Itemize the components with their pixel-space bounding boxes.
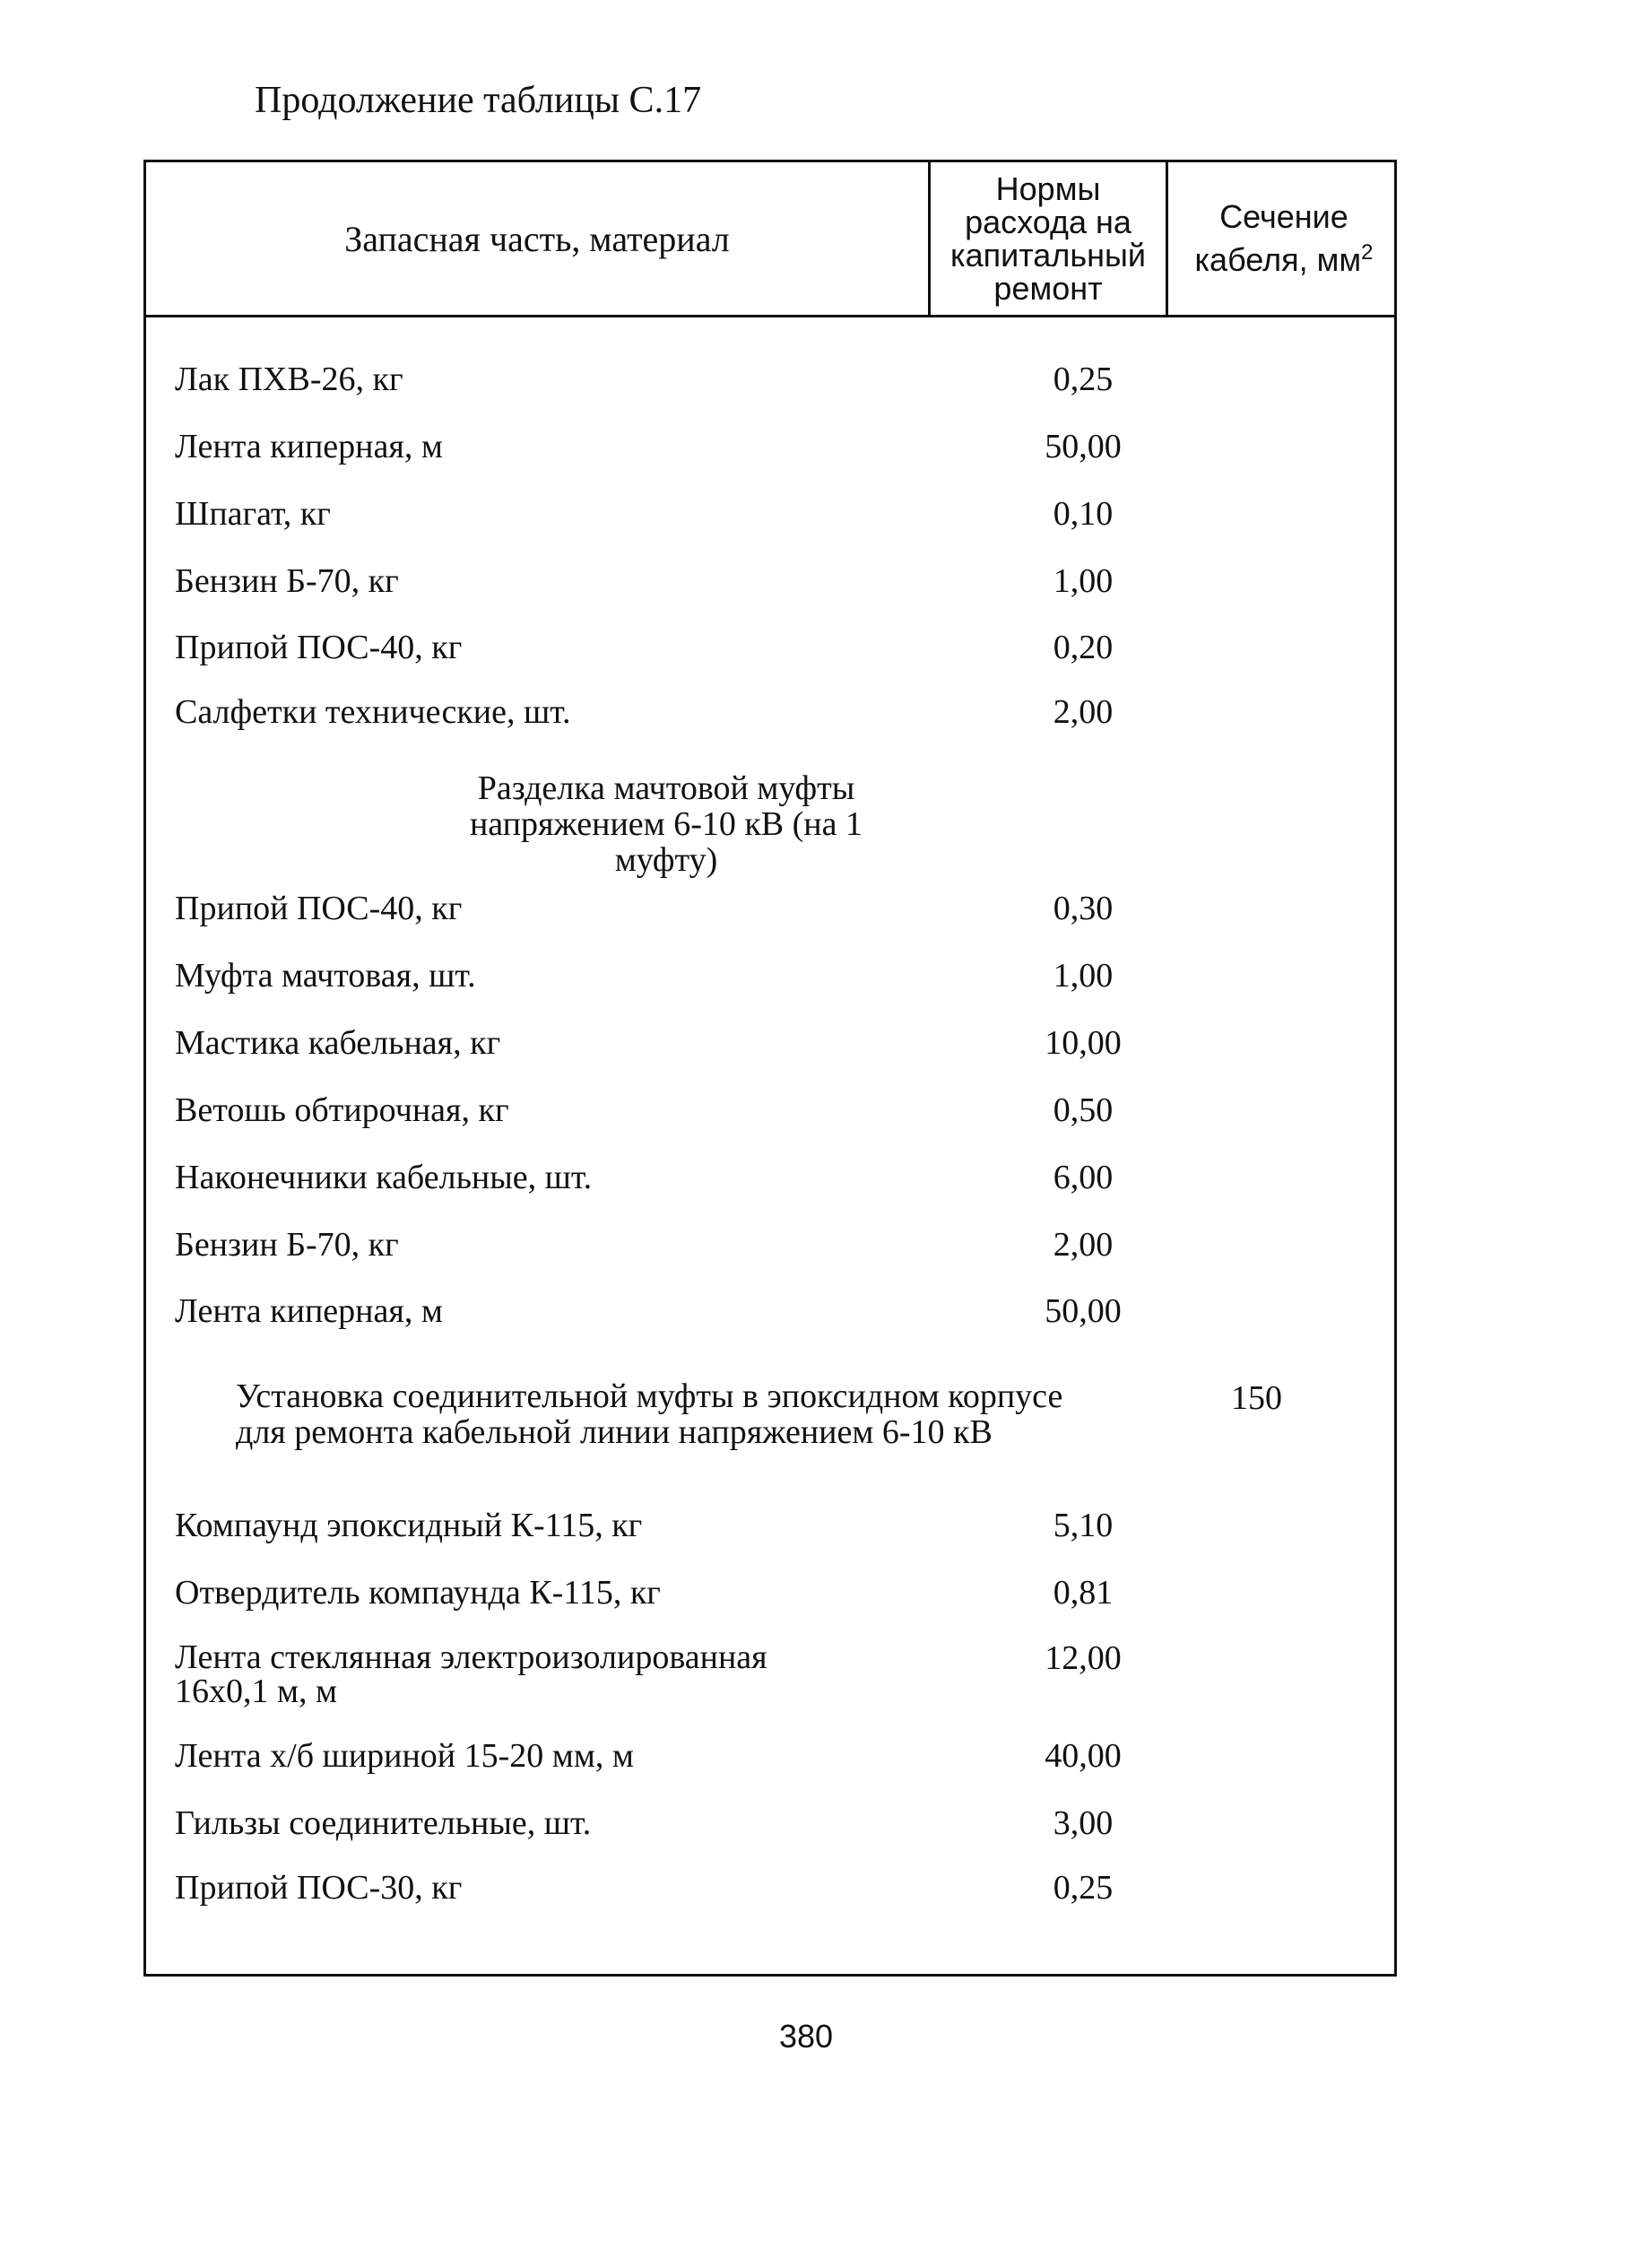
- row-norm: 5,10: [1053, 1507, 1114, 1544]
- row-norm: 0,25: [1053, 361, 1114, 398]
- table-row: [146, 1640, 1394, 1721]
- table-row: [146, 891, 1394, 941]
- row-material: Компаунд эпоксидный К-115, кг: [175, 1507, 643, 1544]
- header-norms-line1: Нормы: [995, 170, 1101, 207]
- header-norms-line3: капитальный: [950, 237, 1146, 274]
- row-material: Лента х/б шириной 15-20 мм, м: [175, 1737, 634, 1775]
- header-bottom-rule: [146, 315, 1394, 317]
- row-norm: 0,50: [1053, 1091, 1114, 1129]
- table-row: [146, 361, 1394, 412]
- row-material-line2: 16х0,1 м, м: [175, 1673, 338, 1710]
- row-material: [175, 1640, 767, 1708]
- table-row: [146, 1025, 1394, 1075]
- header-material-label: Запасная часть, материал: [344, 218, 730, 259]
- header-section-line1: Сечение: [1219, 198, 1348, 235]
- row-material: Бензин Б-70, кг: [175, 1226, 399, 1264]
- table-row: [146, 1293, 1394, 1343]
- row-norm: 50,00: [1045, 1292, 1122, 1330]
- section-title-mast-coupling: [415, 770, 917, 878]
- header-material: [146, 162, 928, 315]
- section-title-line2: для ремонта кабельной линии напряжением 6-10 кВ: [236, 1413, 993, 1451]
- row-material: Лента киперная, м: [175, 1292, 443, 1330]
- row-norm: 10,00: [1045, 1024, 1122, 1062]
- row-norm: 0,30: [1053, 890, 1114, 927]
- row-material: Отвердитель компаунда К-115, кг: [175, 1574, 661, 1612]
- row-norm: 2,00: [1053, 693, 1114, 731]
- row-material: Ветошь обтирочная, кг: [175, 1091, 509, 1129]
- header-section: [1168, 162, 1400, 315]
- table-row: [146, 1805, 1394, 1855]
- row-norm: 40,00: [1045, 1737, 1122, 1775]
- row-material: Шпагат, кг: [175, 495, 331, 533]
- row-material: Мастика кабельная, кг: [175, 1024, 501, 1062]
- table-row: [146, 496, 1394, 546]
- row-norm: 0,10: [1053, 495, 1114, 533]
- table-row: [146, 1160, 1394, 1210]
- row-norm: 0,20: [1053, 629, 1114, 666]
- section-title-line1: Разделка мачтовой муфты: [477, 769, 855, 807]
- table-row: [146, 1508, 1394, 1558]
- table-caption: Продолжение таблицы С.17: [255, 80, 702, 121]
- header-section-sup: 2: [1361, 240, 1374, 265]
- header-norms-line2: расхода на: [965, 204, 1131, 240]
- table-row: [146, 1575, 1394, 1625]
- table-row: [146, 563, 1394, 613]
- table-row: [146, 1227, 1394, 1277]
- row-material: Гильзы соединительные, шт.: [175, 1804, 592, 1842]
- section-title-line1: Установка соединительной муфты в эпоксидном корпусе: [236, 1377, 1063, 1415]
- row-material: Припой ПОС-40, кг: [175, 629, 463, 666]
- row-material: Припой ПОС-30, кг: [175, 1869, 463, 1907]
- section-title-epoxy-coupling: [200, 1378, 1168, 1450]
- table-row: [146, 1738, 1394, 1788]
- section-title-line2: напряжением 6-10 кВ (на 1 муфту): [469, 805, 863, 879]
- row-material: Салфетки технические, шт.: [175, 693, 571, 731]
- row-material: Лента киперная, м: [175, 428, 443, 465]
- row-norm: 6,00: [1053, 1159, 1114, 1196]
- row-norm: 12,00: [1045, 1639, 1122, 1677]
- row-material: Наконечники кабельные, шт.: [175, 1159, 593, 1196]
- row-norm: 1,00: [1053, 957, 1114, 995]
- table-row: [146, 1092, 1394, 1143]
- row-norm: 50,00: [1045, 428, 1122, 465]
- row-material: Муфта мачтовая, шт.: [175, 957, 476, 995]
- row-norm: 0,25: [1053, 1869, 1114, 1907]
- header-norms-line4: ремонт: [993, 270, 1103, 307]
- row-norm: 3,00: [1053, 1804, 1114, 1842]
- materials-table: [143, 160, 1397, 1977]
- row-material-line1: Лента стеклянная электроизолированная: [175, 1638, 767, 1676]
- row-material: Лак ПХВ-26, кг: [175, 361, 403, 398]
- table-row: [146, 1870, 1394, 1920]
- table-row: [146, 630, 1394, 680]
- header-norms: [931, 162, 1166, 315]
- row-norm: 2,00: [1053, 1226, 1114, 1264]
- row-norm: 0,81: [1053, 1574, 1114, 1612]
- table-row: [146, 429, 1394, 479]
- row-material: Припой ПОС-40, кг: [175, 890, 463, 927]
- row-material: Бензин Б-70, кг: [175, 562, 399, 600]
- section-cable-size: 150: [1231, 1379, 1282, 1417]
- row-norm: 1,00: [1053, 562, 1114, 600]
- header-section-line2: кабеля, мм: [1194, 241, 1362, 278]
- page-number: 380: [778, 2018, 834, 2055]
- table-row: [146, 694, 1394, 744]
- table-row: [146, 958, 1394, 1008]
